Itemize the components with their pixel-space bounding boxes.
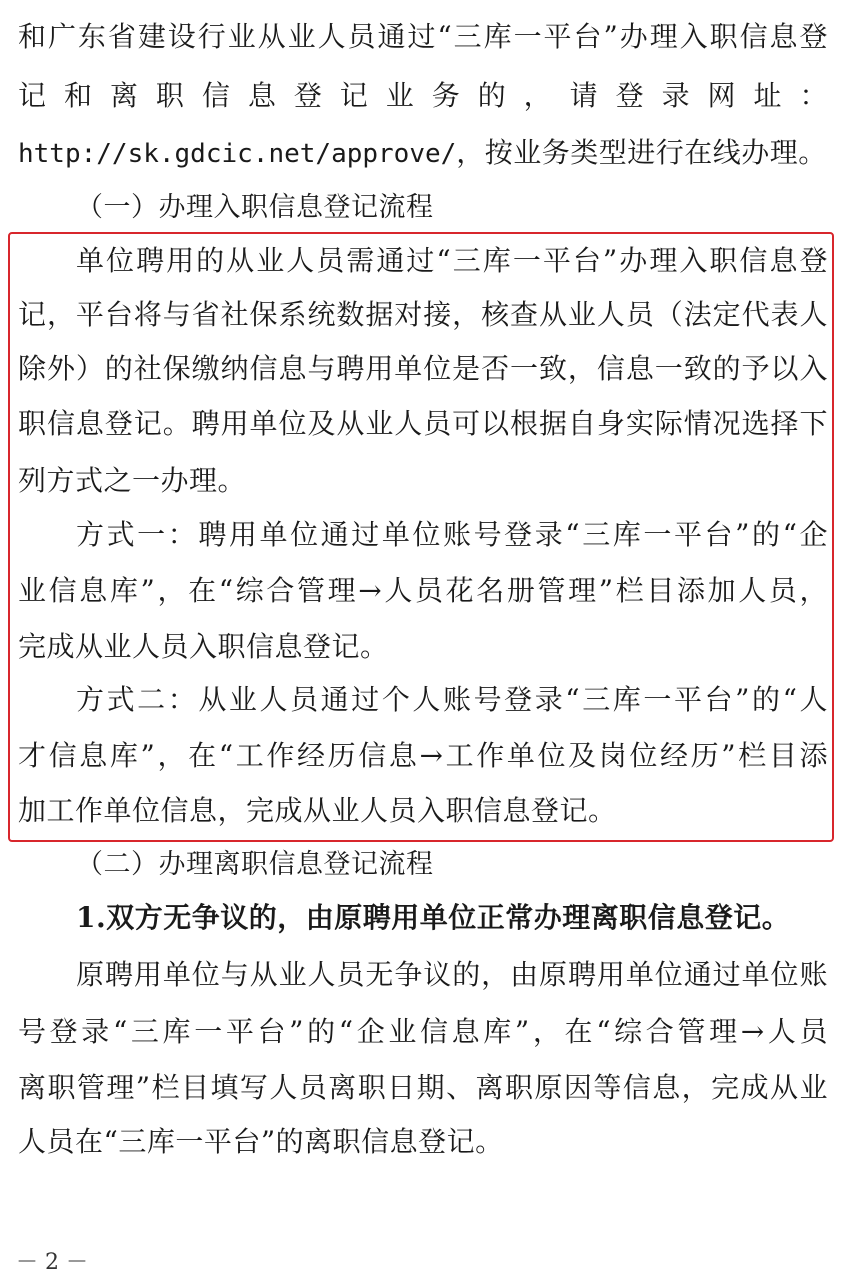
section-two-subheading: 1.双方无争议的，由原聘用单位正常办理离职信息登记。 <box>76 901 791 934</box>
intro-line-3 <box>18 133 828 173</box>
url-suffix-text: ，按业务类型进行在线办理。 <box>456 136 827 169</box>
method-one-line-3: 完成从业人员入职信息登记。 <box>18 630 389 663</box>
approve-url-link[interactable]: http://sk.gdcic.net/approve/ <box>18 139 457 169</box>
method-two-line-2: 才信息库”，在“工作经历信息→工作单位及岗位经历”栏目添 <box>18 739 828 772</box>
section-one-p1-line-2: 记，平台将与省社保系统数据对接，核查从业人员（法定代表人 <box>18 298 828 331</box>
section-two-heading: （二）办理离职信息登记流程 <box>76 849 434 880</box>
section-one-p1-line-5: 列方式之一办理。 <box>18 464 247 497</box>
section-two-p1-line-3: 离职管理”栏目填写人员离职日期、离职原因等信息，完成从业 <box>18 1071 828 1104</box>
intro-line-1: 和广东省建设行业从业人员通过“三库一平台”办理入职信息登 <box>18 20 828 53</box>
page-number: － 2 － <box>16 1250 88 1275</box>
section-one-heading: （一）办理入职信息登记流程 <box>76 192 434 223</box>
section-two-p1-line-1: 原聘用单位与从业人员无争议的，由原聘用单位通过单位账 <box>76 958 828 991</box>
method-one-line-2: 业信息库”，在“综合管理→人员花名册管理”栏目添加人员， <box>18 574 828 607</box>
section-two-p1-line-4: 人员在“三库一平台”的离职信息登记。 <box>18 1125 504 1158</box>
method-one-line-1: 方式一：聘用单位通过单位账号登录“三库一平台”的“企 <box>76 518 828 551</box>
section-one-p1-line-1: 单位聘用的从业人员需通过“三库一平台”办理入职信息登 <box>76 244 828 277</box>
section-two-p1-line-2: 号登录“三库一平台”的“企业信息库”，在“综合管理→人员 <box>18 1015 828 1048</box>
section-one-p1-line-4: 职信息登记。聘用单位及从业人员可以根据自身实际情况选择下 <box>18 407 828 440</box>
method-two-line-1: 方式二：从业人员通过个人账号登录“三库一平台”的“人 <box>76 683 828 716</box>
intro-line-2: 记 和 离 职 信 息 登 记 业 务 的 ， 请 登 录 网 址 ： <box>18 79 828 112</box>
method-two-line-3: 加工作单位信息，完成从业人员入职信息登记。 <box>18 794 617 827</box>
section-one-p1-line-3: 除外）的社保缴纳信息与聘用单位是否一致，信息一致的予以入 <box>18 352 828 385</box>
